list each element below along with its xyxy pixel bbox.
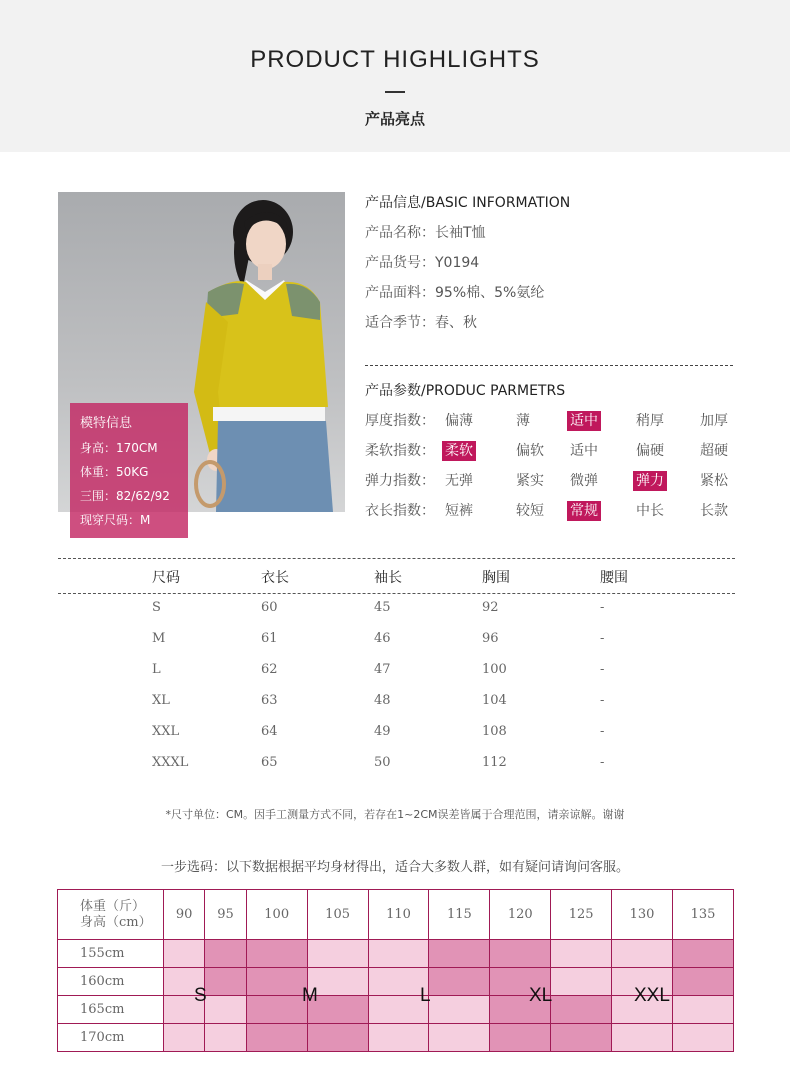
param-option: 稍厚 (636, 413, 664, 429)
model-info-title: 模特信息 (80, 416, 133, 431)
grid-cell (429, 996, 490, 1024)
height-label: 160cm (58, 968, 164, 996)
grid-cell (612, 940, 673, 968)
params-title: 产品参数/PRODUC PARMETRS (365, 383, 566, 399)
grid-cell (429, 1024, 490, 1052)
table-cell: 108 (482, 724, 507, 739)
table-cell: 92 (482, 600, 499, 615)
param-option-selected: 弹力 (633, 471, 667, 491)
grid-cell (551, 996, 612, 1024)
table-row (58, 625, 735, 656)
table-cell: 63 (261, 693, 278, 708)
param-option: 薄 (516, 413, 530, 429)
table-cell: 104 (482, 693, 507, 708)
table-cell: - (600, 724, 605, 739)
grid-cell (205, 940, 246, 968)
size-table-header-cell: 袖长 (374, 570, 402, 586)
param-option-selected: 常规 (567, 501, 601, 521)
table-cell: 46 (374, 631, 391, 646)
height-label: 170cm (58, 1024, 164, 1052)
grid-cell (429, 968, 490, 996)
product-season: 适合季节：春、秋 (365, 315, 477, 331)
param-option: 加厚 (700, 413, 728, 429)
param-option: 紧实 (516, 473, 544, 489)
size-label-xxl: XXL (634, 985, 670, 1006)
param-option: 偏软 (516, 443, 544, 459)
weight-header-cell: 130 (612, 890, 673, 940)
model-measurements: 三围：82/62/92 (80, 489, 170, 503)
param-label: 柔软指数： (365, 443, 435, 459)
param-label: 衣长指数： (365, 503, 435, 519)
grid-cell (205, 996, 246, 1024)
param-option: 中长 (636, 503, 664, 519)
size-table-header-cell: 胸围 (482, 570, 510, 586)
table-cell: - (600, 662, 605, 677)
recommend-intro: 一步选码：以下数据根据平均身材得出，适合大多数人群，如有疑问请询问客服。 (160, 860, 629, 875)
param-row (365, 496, 735, 526)
param-row (365, 406, 735, 436)
weight-header-cell: 105 (307, 890, 368, 940)
grid-cell (164, 1024, 205, 1052)
param-row (365, 466, 735, 496)
grid-cell (490, 940, 551, 968)
table-cell: 61 (261, 631, 278, 646)
table-cell: XXXL (152, 755, 189, 770)
param-option: 微弹 (570, 473, 598, 489)
table-row (58, 687, 735, 718)
product-code: 产品货号：Y0194 (365, 255, 480, 271)
param-option: 偏硬 (636, 443, 664, 459)
table-cell: 65 (261, 755, 278, 770)
weight-header-cell: 125 (551, 890, 612, 940)
table-row (58, 749, 735, 780)
param-option: 超硬 (700, 443, 728, 459)
table-cell: 100 (482, 662, 507, 677)
size-table-header-cell: 腰围 (600, 570, 628, 586)
table-row (58, 1024, 734, 1052)
table-cell: - (600, 600, 605, 615)
header-title-cn: 产品亮点 (364, 110, 425, 128)
model-weight: 体重：50KG (80, 465, 149, 479)
size-table-header (58, 558, 735, 594)
grid-cell (672, 968, 733, 996)
table-cell: 112 (482, 755, 507, 770)
table-cell: XL (152, 693, 170, 708)
height-axis-label: 身高（cm） (80, 914, 152, 930)
grid-cell (307, 1024, 368, 1052)
param-option: 长款 (700, 503, 728, 519)
product-name: 产品名称：长袖T恤 (365, 225, 486, 241)
grid-cell (246, 996, 307, 1024)
grid-cell (246, 1024, 307, 1052)
param-option-selected: 柔软 (442, 441, 476, 461)
table-cell: 50 (374, 755, 391, 770)
param-option: 较短 (516, 503, 544, 519)
table-cell: - (600, 755, 605, 770)
table-cell: 48 (374, 693, 391, 708)
grid-cell (205, 1024, 246, 1052)
weight-header-cell: 110 (368, 890, 429, 940)
param-option: 适中 (570, 443, 598, 459)
basic-info-title: 产品信息/BASIC INFORMATION (365, 195, 571, 211)
model-size: 现穿尺码：M (80, 513, 151, 527)
grid-cell (672, 1024, 733, 1052)
size-table (58, 558, 735, 780)
weight-axis-label: 体重（斤） (80, 898, 146, 914)
weight-header-cell: 95 (205, 890, 246, 940)
weight-header-cell: 100 (246, 890, 307, 940)
param-rows (365, 406, 735, 526)
highlights-header (0, 0, 790, 152)
table-cell: 45 (374, 600, 391, 615)
grid-cell (205, 968, 246, 996)
product-fabric: 产品面料：95%棉、5%氨纶 (365, 285, 545, 301)
grid-cell (551, 940, 612, 968)
grid-cell (246, 968, 307, 996)
param-option-selected: 适中 (567, 411, 601, 431)
grid-cell (551, 968, 612, 996)
grid-cell (368, 1024, 429, 1052)
table-cell: L (152, 662, 161, 677)
param-option: 无弹 (445, 473, 473, 489)
size-table-body (58, 594, 735, 780)
table-row (58, 968, 734, 996)
size-label-xl: XL (529, 985, 553, 1006)
size-table-header-cell: 尺码 (152, 570, 180, 586)
param-row (365, 436, 735, 466)
table-cell: 49 (374, 724, 391, 739)
header-divider (385, 91, 405, 93)
recommend-table (57, 889, 734, 1052)
model-info-box (70, 403, 188, 538)
table-row (58, 940, 734, 968)
grid-cell (551, 1024, 612, 1052)
param-option: 短裤 (445, 503, 473, 519)
size-table-header-cell: 衣长 (261, 570, 289, 586)
grid-cell (429, 940, 490, 968)
param-label: 厚度指数： (365, 413, 435, 429)
grid-cell (672, 996, 733, 1024)
table-cell: S (152, 600, 161, 615)
table-cell: XXL (152, 724, 180, 739)
table-cell: 96 (482, 631, 499, 646)
grid-corner (58, 890, 164, 940)
weight-header-cell: 120 (490, 890, 551, 940)
grid-cell (672, 940, 733, 968)
table-cell: 64 (261, 724, 278, 739)
height-label: 165cm (58, 996, 164, 1024)
table-cell: 62 (261, 662, 278, 677)
table-row (58, 996, 734, 1024)
weight-header-cell: 90 (164, 890, 205, 940)
grid-cell (164, 940, 205, 968)
size-recommend-grid (57, 889, 734, 1055)
table-cell: 60 (261, 600, 278, 615)
table-row (58, 656, 735, 687)
product-info (365, 188, 735, 526)
measurement-note: *尺寸单位：CM。因手工测量方式不同，若存在1~2CM误差皆属于合理范围，请亲谅解。谢谢 (165, 808, 625, 821)
param-option: 紧松 (700, 473, 728, 489)
table-cell: - (600, 631, 605, 646)
table-cell: - (600, 693, 605, 708)
table-row (58, 594, 735, 625)
grid-cell (246, 940, 307, 968)
header-title-en: PRODUCT HIGHLIGHTS (250, 46, 540, 73)
height-label: 155cm (58, 940, 164, 968)
param-option: 偏薄 (445, 413, 473, 429)
param-label: 弹力指数： (365, 473, 435, 489)
size-label-s: S (194, 985, 207, 1006)
size-label-l: L (420, 985, 431, 1006)
model-height: 身高：170CM (80, 441, 158, 455)
size-label-m: M (302, 985, 318, 1006)
weight-header-cell: 115 (429, 890, 490, 940)
table-cell: M (152, 631, 166, 646)
grid-cell (307, 940, 368, 968)
grid-cell (368, 940, 429, 968)
table-cell: 47 (374, 662, 391, 677)
weight-header-cell: 135 (672, 890, 733, 940)
info-separator (365, 338, 733, 366)
grid-cell (490, 1024, 551, 1052)
table-row (58, 718, 735, 749)
grid-cell (612, 1024, 673, 1052)
